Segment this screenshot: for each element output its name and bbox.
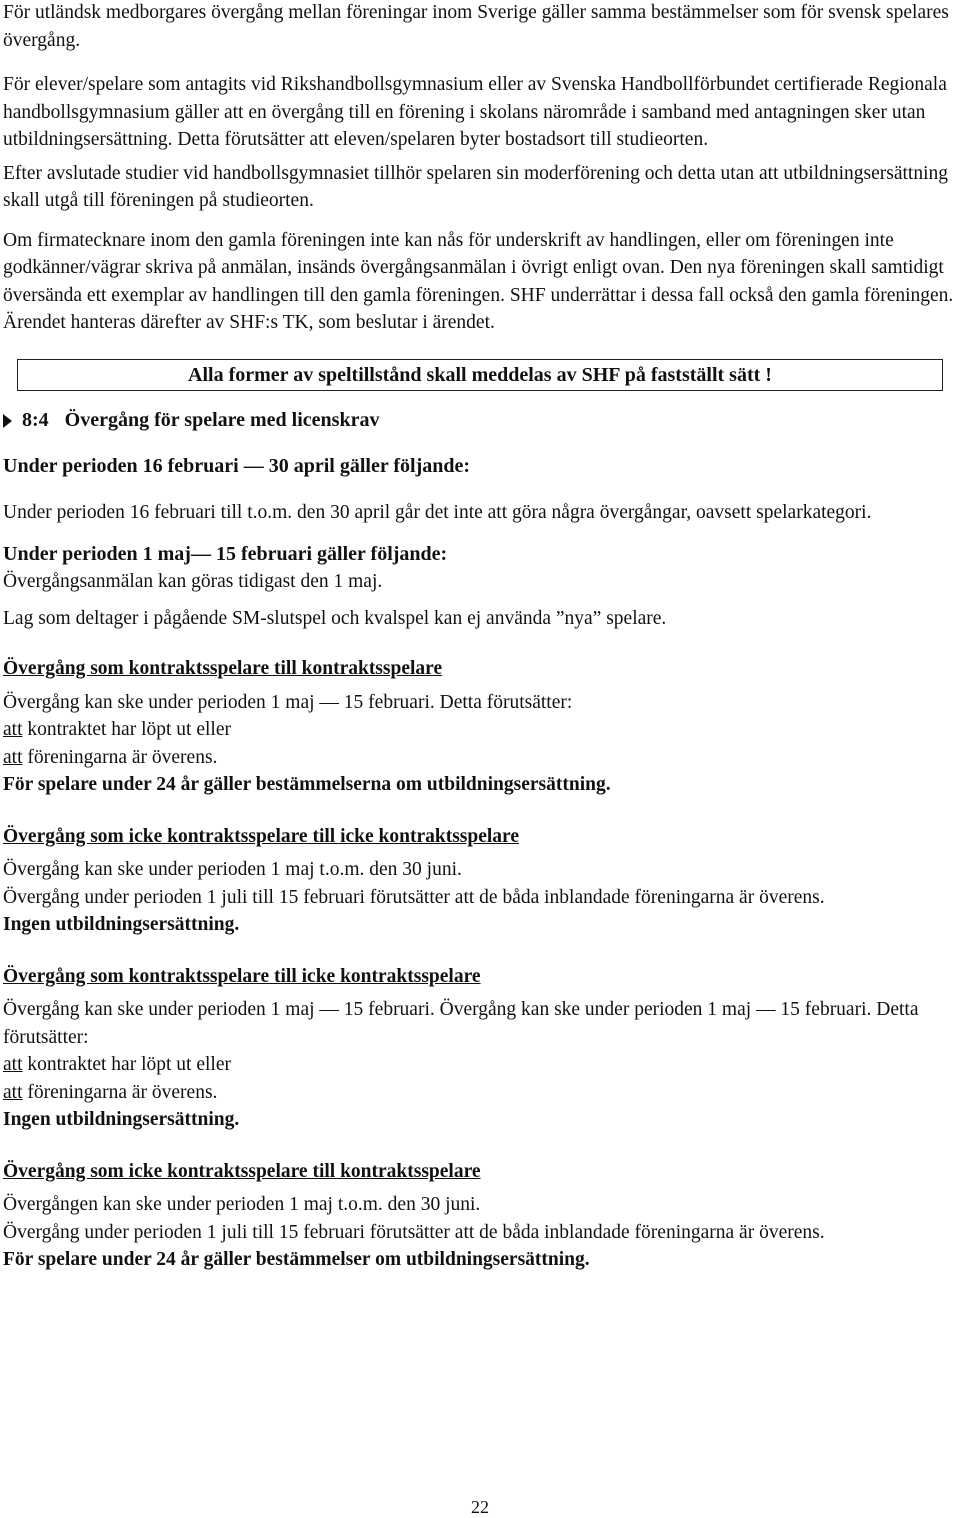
condition-item — [3, 716, 958, 744]
block-line: Övergången kan ske under perioden 1 maj t.o.m. den 30 juni. — [3, 1194, 481, 1215]
block-footer: Ingen utbildningsersättning. — [3, 914, 240, 935]
condition-item — [3, 1051, 958, 1079]
block-line: Övergång under perioden 1 juli till 15 februari förutsätter att de båda inblandade föreningarna är överens. — [3, 1221, 825, 1243]
period1-text: Under perioden 16 februari till t.o.m. den 30 april går det inte att göra några övergångar, oavsett spelarkategori. — [3, 502, 872, 523]
condition-text: föreningarna är överens. — [22, 746, 218, 768]
page-number: 22 — [471, 1497, 489, 1517]
arrow-bullet-icon — [3, 414, 12, 428]
att-word: att — [3, 1081, 23, 1103]
paragraph-signatory: Om firmatecknare inom den gamla föreningen inte kan nås för underskrift av handlingen, eller om föreningen inte godkänner/vägrar skriva på anmälan, insänds övergångsanmälan i övrigt enligt ovan. Den nya föreningen skall samtidigt översända ett exemplar av handlingen till den gamla föreningen. SHF underrättar i dessa fall också den gamla föreningen. Ärendet hanteras därefter av SHF:s TK, som beslutar i ärendet. — [3, 229, 954, 333]
condition-item — [3, 744, 958, 772]
block-line: Övergång kan ske under perioden 1 maj — 15 februari. Detta förutsätter: — [3, 691, 573, 713]
paragraph-handball-gymnasium: För elever/spelare som antagits vid Rikshandbollsgymnasium eller av Svenska Handbollförbundet certifierade Regionala handbollsgymnasium gäller att en övergång till en förening i skolans närområde i samband med antagningen sker utan utbildningsersättning. Detta förutsätter att eleven/spelaren byter bostadsort till studieorten. — [3, 74, 947, 150]
paragraph-after-studies: Efter avslutade studier vid handbollsgymnasiet tillhör spelaren sin moderförening och detta utan att utbildningsersättning skall utgå till föreningen på studieorten. — [3, 162, 948, 211]
period2-line1: Övergångsanmälan kan göras tidigast den 1 maj. — [3, 571, 383, 592]
block-footer: Ingen utbildningsersättning. — [3, 1109, 240, 1130]
block-title: Övergång som icke kontraktsspelare till kontraktsspelare — [3, 1160, 481, 1182]
block-noncontract-to-contract — [3, 1158, 958, 1274]
att-word: att — [3, 1054, 23, 1075]
att-word: att — [3, 719, 23, 740]
condition-text: kontraktet har löpt ut eller — [22, 719, 231, 740]
period2-heading: Under perioden 1 maj— 15 februari gäller följande: — [3, 542, 448, 565]
condition-text: kontraktet har löpt ut eller — [22, 1054, 231, 1075]
block-line: Övergång under perioden 1 juli till 15 februari förutsätter att de båda inblandade föreningarna är överens. — [3, 886, 825, 908]
block-line: Övergång kan ske under perioden 1 maj — 15 februari. Övergång kan ske under perioden 1 maj — 15 februari. Detta förutsätter: — [3, 999, 919, 1048]
paragraph-foreign-citizens: För utländsk medborgares övergång mellan föreningar inom Sverige gäller samma bestämmelser som för svensk spelares övergång. — [3, 2, 949, 51]
section-number: 8:4 — [22, 408, 49, 431]
block-title: Övergång som icke kontraktsspelare till icke kontraktsspelare — [3, 825, 520, 847]
period1-heading: Under perioden 16 februari — 30 april gäller följande: — [3, 454, 471, 477]
att-word: att — [3, 746, 23, 768]
document-page — [3, 0, 958, 1274]
block-footer: För spelare under 24 år gäller bestämmelser om utbildningsersättning. — [3, 1249, 590, 1270]
block-line: Övergång kan ske under perioden 1 maj t.o.m. den 30 juni. — [3, 859, 462, 880]
section-heading — [3, 407, 958, 435]
period2-line2: Lag som deltager i pågående SM-slutspel och kvalspel kan ej använda ”nya” spelare. — [3, 607, 667, 629]
notice-box: Alla former av speltillstånd skall meddelas av SHF på fastställt sätt ! — [17, 359, 943, 391]
condition-item — [3, 1079, 958, 1107]
block-noncontract-to-noncontract — [3, 823, 958, 939]
block-contract-to-contract — [3, 655, 958, 799]
section-title: Övergång för spelare med licenskrav — [64, 408, 380, 431]
block-title: Övergång som kontraktsspelare till kontraktsspelare — [3, 658, 443, 679]
condition-text: föreningarna är överens. — [22, 1081, 218, 1103]
block-title: Övergång som kontraktsspelare till icke kontraktsspelare — [3, 965, 481, 987]
block-contract-to-noncontract — [3, 963, 958, 1134]
block-footer: För spelare under 24 år gäller bestämmelserna om utbildningsersättning. — [3, 774, 611, 795]
